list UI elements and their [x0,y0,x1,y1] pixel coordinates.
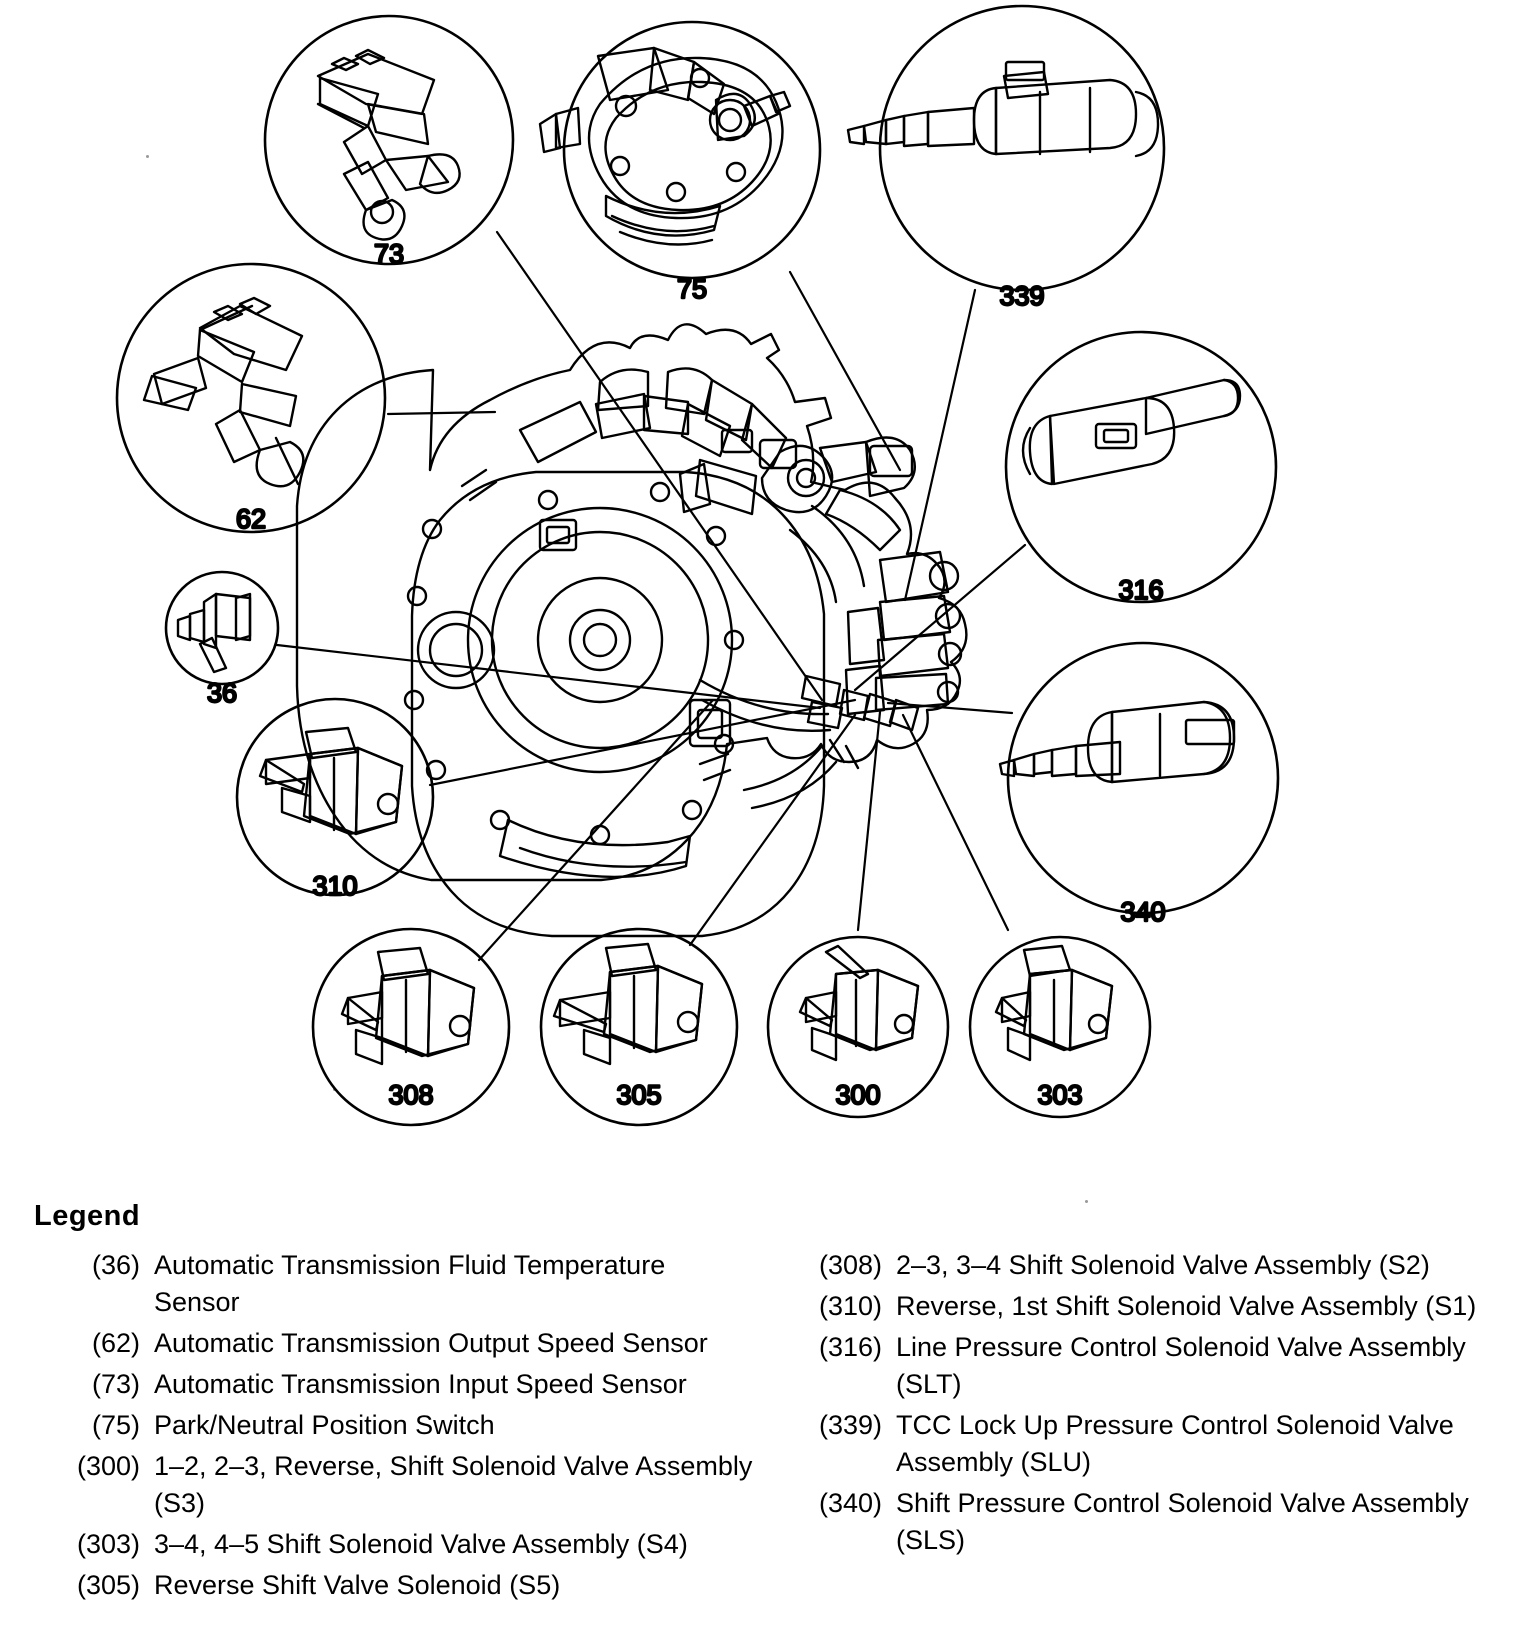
legend-item-text: Automatic Transmission Fluid Temperature Sensor [154,1250,666,1317]
legend-item-text: TCC Lock Up Pressure Control Solenoid Valve Assembly (SLU) [896,1410,1454,1477]
callout-label-62: 62 [235,504,267,534]
callout-label-316: 316 [1118,575,1164,605]
callout-label-308: 308 [388,1080,434,1110]
callout-310-art [237,699,433,895]
legend-item [62,1526,772,1563]
legend-item-number: (340) [818,1488,882,1518]
callout-340-art [1000,643,1278,913]
legend-item [62,1448,772,1522]
callout-label-73: 73 [373,239,405,269]
callout-316-art [1006,332,1276,602]
callout-label-305: 305 [616,1080,662,1110]
callout-75-art [540,22,820,278]
legend-item-text: Line Pressure Control Solenoid Valve Assembly (SLT) [896,1332,1466,1399]
legend-item-text: Reverse Shift Valve Solenoid (S5) [154,1570,561,1600]
legend-item-text: Automatic Transmission Input Speed Sensor [154,1369,687,1399]
legend-item [804,1329,1504,1403]
legend-item-number: (36) [91,1250,140,1280]
legend-item-number: (300) [76,1451,140,1481]
callout-label-339: 339 [999,281,1045,311]
legend-item [804,1288,1504,1325]
legend-column-left [62,1247,772,1608]
callout-36-art [166,572,278,684]
callout-label-36: 36 [206,678,238,708]
legend-item-text: 3–4, 4–5 Shift Solenoid Valve Assembly (S4) [154,1529,688,1559]
callout-62-art [117,264,385,532]
callout-label-340: 340 [1120,897,1166,927]
legend-item [62,1325,772,1362]
leader-lines [277,232,1025,960]
legend-item-number: (310) [818,1291,882,1321]
legend-item-number: (75) [91,1410,140,1440]
callout-label-75: 75 [676,274,708,304]
callout-label-303: 303 [1037,1080,1083,1110]
legend-item [62,1567,772,1604]
legend-item [804,1247,1504,1284]
legend-item-number: (303) [76,1529,140,1559]
speck [1085,1200,1088,1203]
legend-item-number: (62) [91,1328,140,1358]
legend-item-text: 1–2, 2–3, Reverse, Shift Solenoid Valve Assembly (S3) [154,1451,753,1518]
legend-title: Legend [34,1200,141,1232]
legend-item [804,1485,1504,1559]
legend-column-right [804,1247,1504,1563]
callout-73-art [265,16,513,264]
legend-item-text: Shift Pressure Control Solenoid Valve Assembly (SLS) [896,1488,1469,1555]
legend-item [62,1247,772,1321]
legend-item-number: (73) [91,1369,140,1399]
legend-item-text: Park/Neutral Position Switch [154,1410,495,1440]
legend-item [62,1366,772,1403]
legend-item-number: (305) [76,1570,140,1600]
legend-item-number: (339) [818,1410,882,1440]
callout-label-300: 300 [835,1080,881,1110]
legend-item-text: Automatic Transmission Output Speed Sensor [154,1328,708,1358]
callout-label-310: 310 [312,871,358,901]
legend-item-number: (308) [818,1250,882,1280]
legend-item-text: 2–3, 3–4 Shift Solenoid Valve Assembly (S2) [896,1250,1430,1280]
callout-339-art [848,6,1164,290]
legend-item-text: Reverse, 1st Shift Solenoid Valve Assembly (S1) [896,1291,1477,1321]
legend-item [804,1407,1504,1481]
legend-item-number: (316) [818,1332,882,1362]
legend-item [62,1407,772,1444]
